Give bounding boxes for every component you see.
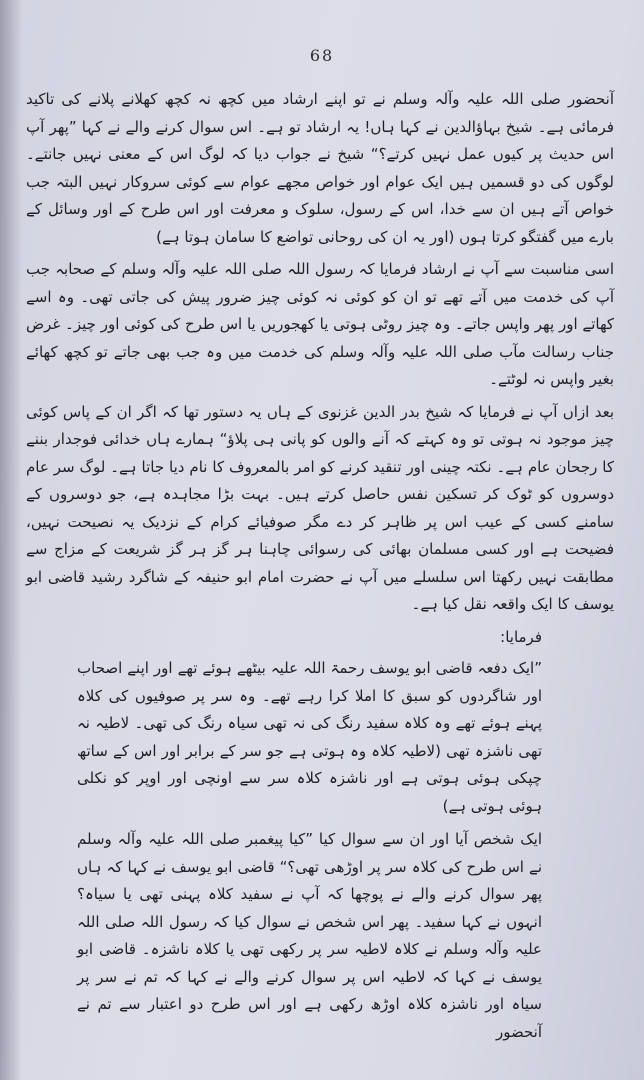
page-gutter-shadow <box>0 0 22 1080</box>
quote-paragraph-2: ایک شخص آیا اور ان سے سوال کیا ”کیا پیغمبر صلی اللہ علیہ وآلہ وسلم نے اس طرح کی کلاہ سر پر اوڑھی تھی؟“ قاضی ابو یوسف نے کہا کہ ہاں پھر سوال کرنے والے نے پوچھا کہ آپ نے سفید کلاہ پہنی تھی یا سیاہ؟ انہوں نے کہا سفید۔ پھر اس شخص نے سوال کیا کہ رسول اللہ صلی اللہ علیہ وآلہ وسلم نے کلاہ لاطیہ سر پر رکھی تھی یا کلاہ ناشزہ۔ قاضی ابو یوسف نے کہا کہ لاطیہ اس پر سوال کرنے والے نے کہا کہ تم نے سر پر سیاہ اور ناشزہ کلاہ اوڑھ رکھی ہے اور اس طرح دو اعتبار سے تم نے آنحضور <box>77 830 542 1041</box>
paragraph-1: آنحضور صلی اللہ علیہ وآلہ وسلم نے تو اپنے ارشاد میں کچھ نہ کچھ کھلانے پلانے کی تاکید فرمائی ہے۔ شیخ بہاؤالدین نے کہا ہاں! یہ ارشاد تو ہے۔ اس سوال کرنے والے نے کہا ”پھر آپ اس حدیث پر کیوں عمل نہیں کرتے؟“ شیخ نے جواب دیا کہ لوگ اس کے معنی نہیں جانتے۔ لوگوں کی دو قسمیں ہیں ایک عوام اور خواص مجھے عوام سے کوئی سروکار نہیں البتہ جب خواص آتے ہیں ان سے خدا، اس کے رسول، سلوک و معرفت اور اس طرح کے اور وسائل کے بارے میں گفتگو کرتا ہوں (اور یہ ان کی روحانی تواضع کا سامان ہوتا ہے) <box>26 90 614 246</box>
quote-paragraph-1: ”ایک دفعہ قاضی ابو یوسف رحمۃ اللہ علیہ بیٹھے ہوئے تھے اور اپنے اصحاب اور شاگردوں کو سبق کا املا کرا رہے تھے۔ وہ سر پر صوفیوں کی کلاہ پہنے ہوئے تھے وہ کلاہ سفید رنگ کی نہ تھی سیاہ رنگ کی تھی۔ لاطیہ نہ تھی ناشزہ تھی (لاطیہ کلاہ وہ ہوتی ہے جو سر کے برابر اور اس کے ساتھ چپکی ہوئی ہوتی ہے اور ناشزہ کلاہ سر سے اونچی اور اوپر کو نکلی ہوئی ہوتی ہے) <box>77 659 542 815</box>
quote-intro-label: فرمایا: <box>500 627 542 646</box>
paragraph-3: بعد ازاں آپ نے فرمایا کہ شیخ بدر الدین غزنوی کے ہاں یہ دستور تھا کہ اگر ان کے پاس کوئی چیز موجود نہ ہوتی تو وہ کہتے کہ آنے والوں کو پانی ہی پلاؤ“ ہمارے ہاں خدائی فوجدار بننے کا رجحان عام ہے۔ نکتہ چینی اور تنقید کرنے کو امر بالمعروف کا نام دیا جاتا ہے۔ لوگ سر عام دوسروں کو ٹوک کر تسکین نفس حاصل کرتے ہیں۔ بہت بڑا مجاہدہ ہے، جو دوسروں کے سامنے کسی کے عیب اس پر ظاہر کر دے مگر صوفیائے کرام کے نزدیک یہ نصیحت نہیں، فضیحت ہے اور کسی مسلمان بھائی کی رسوائی چاہنا ہر گز ہر گز شریعت کے مزاج سے مطابقت نہیں رکھتا اس سلسلے میں آپ نے حضرت امام ابو حنیفہ کے شاگرد رشید قاضی ابو یوسف کا ایک واقعہ نقل کیا ہے۔ <box>26 402 614 613</box>
page-number: 68 <box>309 46 335 65</box>
paragraph-2: اسی مناسبت سے آپ نے ارشاد فرمایا کہ رسول اللہ صلی اللہ علیہ وآلہ وسلم کے صحابہ جب آپ کی خدمت میں آتے تھے تو ان کو کوئی نہ کوئی چیز ضرور پیش کی جاتی تھی۔ وہ اسے کھاتے اور پھر واپس جاتے۔ وہ چیز روٹی ہوتی یا کھجوریں یا اس طرح کی کوئی اور چیز۔ غرض جناب رسالت مآب صلی اللہ علیہ وآلہ وسلم کی خدمت میں وہ جب بھی جاتے تو کچھ کھائے بغیر واپس نہ لوٹتے۔ <box>26 260 614 388</box>
page-body-text <box>26 86 614 1052</box>
block-quote <box>77 624 542 1047</box>
